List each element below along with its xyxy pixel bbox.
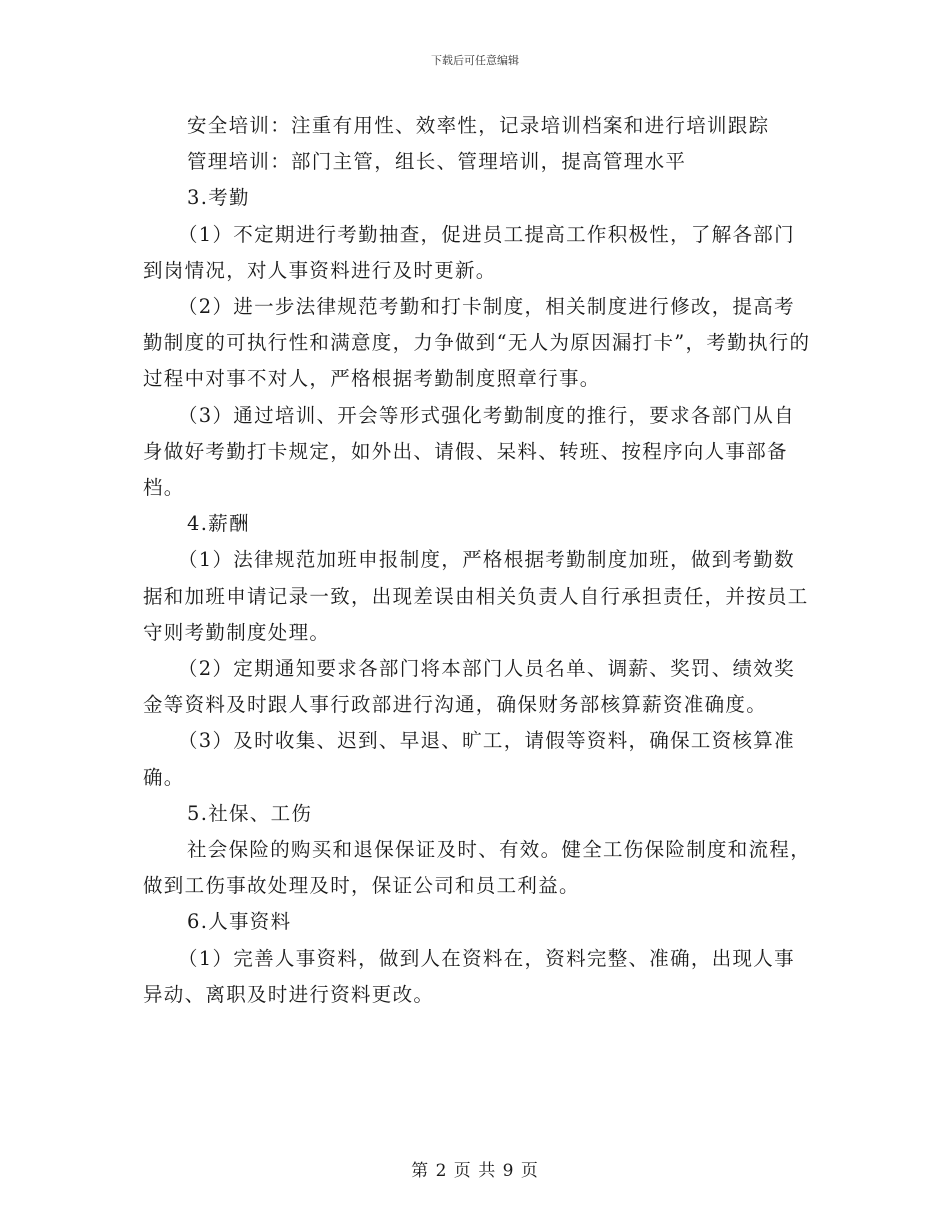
paragraph-salary-1: （1）法律规范加班申报制度，严格根据考勤制度加班，做到考勤数据和加班申请记录一致，出现差误由相关负责人自行承担责任，并按员工守则考勤制度处理。 [143,548,809,644]
paragraph-salary-3: （3）及时收集、迟到、早退、旷工，请假等资料，确保工资核算准确。 [143,729,795,789]
paragraph-attendance-2: （2）进一步法律规范考勤和打卡制度，相关制度进行修改，提高考勤制度的可执行性和满意度，力争做到“无人为原因漏打卡”，考勤执行的过程中对事不对人，严格根据考勤制度照章行事。 [143,295,811,391]
paragraph-safety-training: 安全培训：注重有用性、效率性，记录培训档案和进行培训跟踪 [187,114,770,137]
paragraph-management-training: 管理培训：部门主管，组长、管理培训，提高管理水平 [187,150,687,174]
paragraph-salary-2: （2）定期通知要求各部门将本部门人员名单、调薪、奖罚、绩效奖金等资料及时跟人事行政部进行沟通，确保财务部核算薪资准确度。 [143,657,795,717]
section-heading-attendance: 3.考勤 [187,186,250,210]
paragraph-attendance-1: （1）不定期进行考勤抽查，促进员工提高工作积极性，了解各部门到岗情况，对人事资料进行及时更新。 [143,222,795,282]
paragraph-social-insurance: 社会保险的购买和退保保证及时、有效。健全工伤保险制度和流程，做到工伤事故处理及时，保证公司和员工利益。 [143,838,812,898]
page-number: 第 2 页 共 9 页 [411,1161,539,1181]
section-heading-personnel-files: 6.人事资料 [187,910,292,934]
section-heading-social-insurance: 5.社保、工伤 [187,801,313,825]
header-note: 下载后可任意编辑 [431,54,519,67]
section-heading-salary: 4.薪酬 [187,512,250,536]
paragraph-attendance-3: （3）通过培训、开会等形式强化考勤制度的推行，要求各部门从自身做好考勤打卡规定，如外出、请假、呆料、转班、按程序向人事部备档。 [143,403,795,500]
paragraph-personnel-files-1: （1）完善人事资料，做到人在资料在，资料完整、准确，出现人事异动、离职及时进行资料更改。 [143,946,795,1006]
document-body [143,108,813,1013]
